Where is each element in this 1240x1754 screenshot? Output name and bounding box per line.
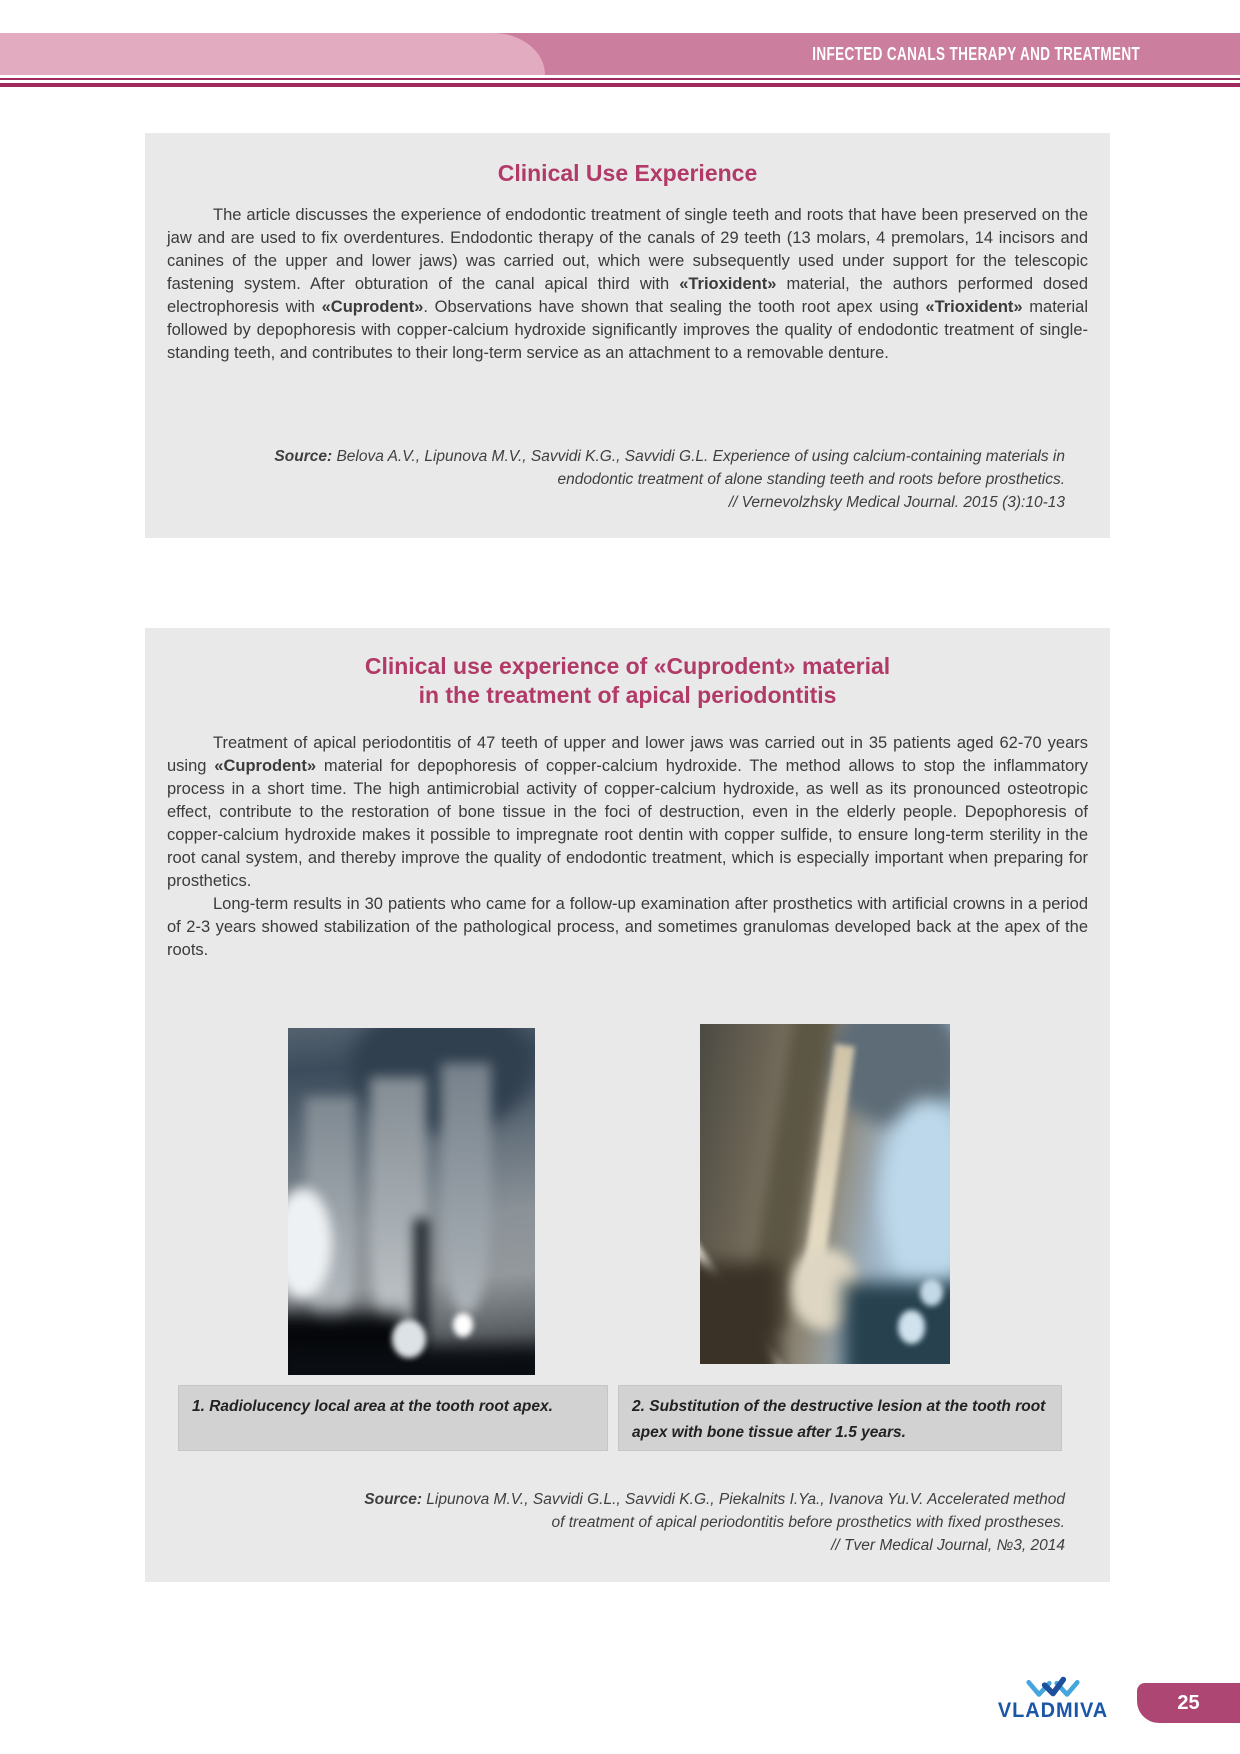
header-banner-light-shape — [0, 33, 545, 75]
section1-text-seg: material, the authors performed dosed electrophoresis with — [167, 275, 1088, 316]
source-line — [364, 1488, 1065, 1511]
section1-text-seg: material followed by depophoresis with copper-calcium hydroxide significantly improves the quality of endodontic treatment of single-standing teeth, and contributes to their long-term service as an attachment to a removable denture. — [167, 298, 1088, 362]
vladmiva-logo — [993, 1676, 1113, 1723]
xray-shading — [880, 1099, 950, 1296]
vladmiva-crown-icon — [1025, 1676, 1081, 1698]
source-text: Lipunova M.V., Savvidi G.L., Savvidi K.G., Piekalnits I.Ya., Ivanova Yu.V. Accelerated method — [422, 1491, 1065, 1508]
figure2-caption: 2. Substitution of the destructive lesion at the tooth root apex with bone tissue after 1.5 years. — [618, 1385, 1062, 1451]
cuprodent-bold: «Cuprodent» — [214, 757, 317, 775]
header-rule-thick — [0, 83, 1240, 87]
section1-source-citation — [274, 445, 1065, 514]
trioxident-bold: «Trioxident» — [679, 275, 777, 293]
source-label: Source: — [364, 1491, 422, 1508]
xray-shading — [700, 1262, 780, 1364]
xray-shading — [441, 1063, 490, 1313]
source-line: endodontic treatment of alone standing teeth and roots before prosthetics. — [557, 471, 1065, 488]
source-line: // Vernevolzhsky Medical Journal. 2015 (3):10-13 — [728, 494, 1065, 511]
page-number-badge — [1137, 1683, 1240, 1723]
header-banner — [0, 33, 1240, 75]
xray-shading — [898, 1310, 926, 1344]
section2-text-seg: Treatment of apical periodontitis of 47 teeth of upper and lower jaws was carried out in 35 patients aged 62-70 years using — [167, 734, 1088, 775]
section2-text-seg: material for depophoresis of copper-calcium hydroxide. The method allows to stop the inflammatory process in a short time. The high antimicrobial activity of copper-calcium hydroxide, as well as its pronounced osteotropic effect, contribute to the restoration of bone tissue in the foci of destruction, even in the elderly people. Depophoresis of copper-calcium hydroxide makes it possible to impregnate root dentin with copper sulfide, to ensure long-term sterility in the root canal system, and thereby improve the quality of endodontic treatment, which is especially important when preparing for prosthetics. — [167, 757, 1088, 890]
section1-text-seg: The article discusses the experience of endodontic treatment of single teeth and roots that have been preserved on the jaw and are used to fix overdentures. Endodontic therapy of the canals of 29 teeth (13 molars, 4 premolars, 14 incisors and canines of the upper and lower jaws) was carried out, which were subsequently used under support for the telescopic fastening system. After obturation of the canal apical third with — [167, 206, 1088, 293]
trioxident-bold: «Trioxident» — [925, 298, 1023, 316]
xray-image-2 — [700, 1024, 950, 1364]
section1-title: Clinical Use Experience — [497, 160, 758, 186]
section2-title — [145, 628, 1110, 710]
section2-title-line1: Clinical use experience of «Cuprodent» material — [364, 653, 891, 679]
section2-paragraph1 — [167, 732, 1088, 893]
xray-shading — [453, 1313, 473, 1337]
source-line — [274, 445, 1065, 468]
header-rule-thin — [0, 78, 1240, 80]
section1-paragraph — [167, 204, 1088, 365]
source-line: // Tver Medical Journal, №3, 2014 — [831, 1537, 1065, 1554]
vladmiva-logo-text: VLADMIVA — [997, 1699, 1109, 1722]
section2-title-line2: in the treatment of apical periodontitis — [418, 682, 837, 708]
xray-shading — [920, 1279, 943, 1306]
section1-text-seg: . Observations have shown that sealing the tooth root apex using — [423, 298, 926, 316]
source-line: of treatment of apical periodontitis before prosthetics with fixed prostheses. — [551, 1514, 1065, 1531]
header-title: INFECTED CANALS THERAPY AND TREATMENT — [812, 44, 1140, 64]
section2-paragraph2: Long-term results in 30 patients who came for a follow-up examination after prosthetics with artificial crowns in a period of 2-3 years showed stabilization of the pathological process, and sometimes granulomas developed back at the apex of the roots. — [167, 895, 1088, 959]
section-cuprodent-periodontitis — [145, 628, 1110, 1582]
section2-source-citation — [364, 1488, 1065, 1557]
figure1-caption: 1. Radiolucency local area at the tooth root apex. — [178, 1385, 608, 1451]
page-number: 25 — [1177, 1691, 1200, 1714]
xray-shading — [392, 1320, 427, 1358]
section-clinical-use-experience — [145, 133, 1110, 538]
source-text: Belova A.V., Lipunova M.V., Savvidi K.G., Savvidi G.L. Experience of using calcium-containing materials in — [332, 448, 1065, 465]
source-label: Source: — [274, 448, 333, 465]
cuprodent-bold: «Cuprodent» — [321, 298, 424, 316]
xray-image-1 — [288, 1028, 535, 1375]
